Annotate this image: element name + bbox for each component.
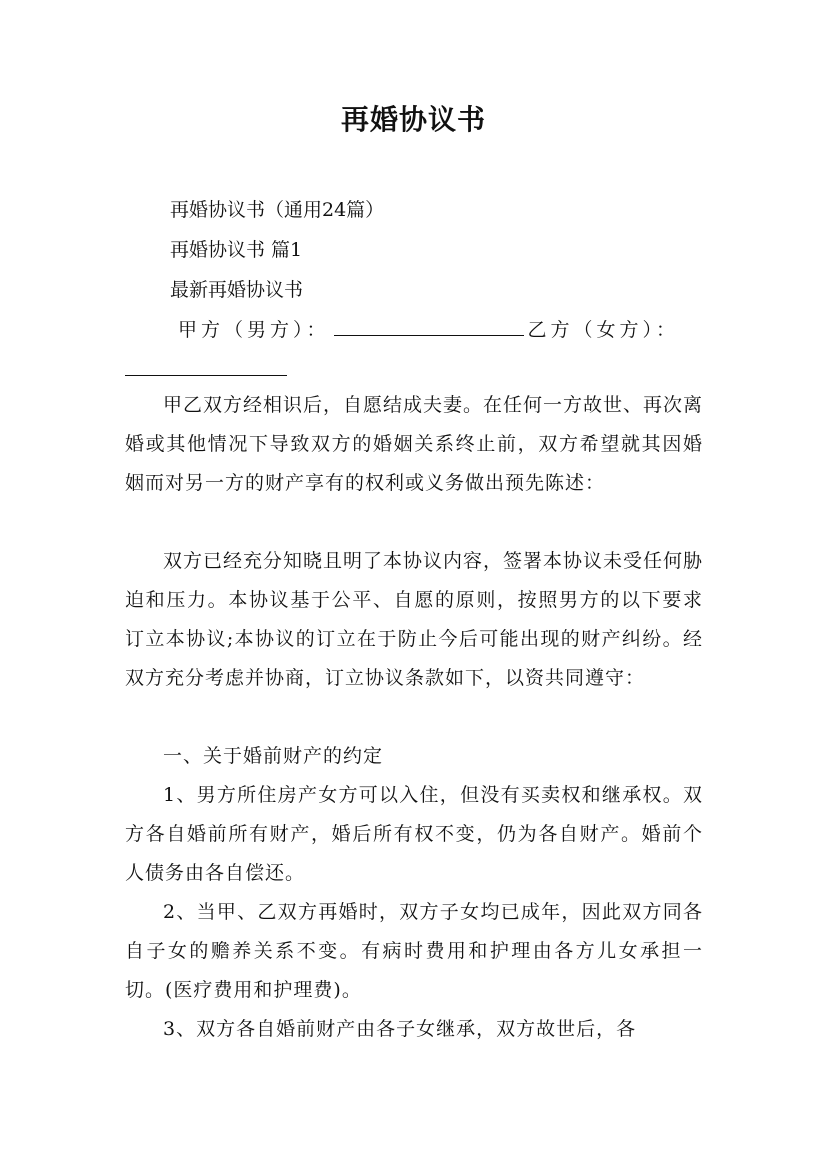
paragraph: 2、当甲、乙双方再婚时，双方子女均已成年，因此双方同各自子女的赡养关系不变。有病时费用和护理由各方儿女承担一切。(医疗费用和护理费)。 [125, 901, 703, 1001]
party-b-blank [125, 375, 287, 376]
paragraph: 甲乙双方经相识后，自愿结成夫妻。在任何一方故世、再次离婚或其他情况下导致双方的婚姻关系终止前，双方希望就其因婚姻而对另一方的财产享有的权利或义务做出预先陈述： [125, 394, 704, 494]
party-a-blank [334, 317, 524, 336]
subtitle-line: 再婚协议书 篇1 [170, 239, 303, 261]
party-a-label: 甲方（男方）： [178, 319, 330, 341]
party-line [178, 317, 679, 342]
section-heading: 一、关于婚前财产的约定 [163, 745, 384, 767]
paragraph: 3、双方各自婚前财产由各子女继承，双方故世后，各 [163, 1018, 637, 1040]
subtitle-line: 再婚协议书（通用24篇） [170, 199, 385, 221]
party-b-label: 乙方（女方）： [527, 319, 680, 341]
document-title: 再婚协议书 [340, 103, 486, 136]
paragraph: 双方已经充分知晓且明了本协议内容，签署本协议未受任何胁迫和压力。本协议基于公平、自愿的原则，按照男方的以下要求订立本协议;本协议的订立在于防止今后可能出现的财产纠纷。经双方充分考虑并协商，订立协议条款如下，以资共同遵守： [125, 550, 704, 689]
paragraph: 1、男方所住房产女方可以入住，但没有买卖权和继承权。双方各自婚前所有财产，婚后所有权不变，仍为各自财产。婚前个人债务由各自偿还。 [125, 784, 703, 884]
subtitle-line: 最新再婚协议书 [170, 279, 304, 301]
